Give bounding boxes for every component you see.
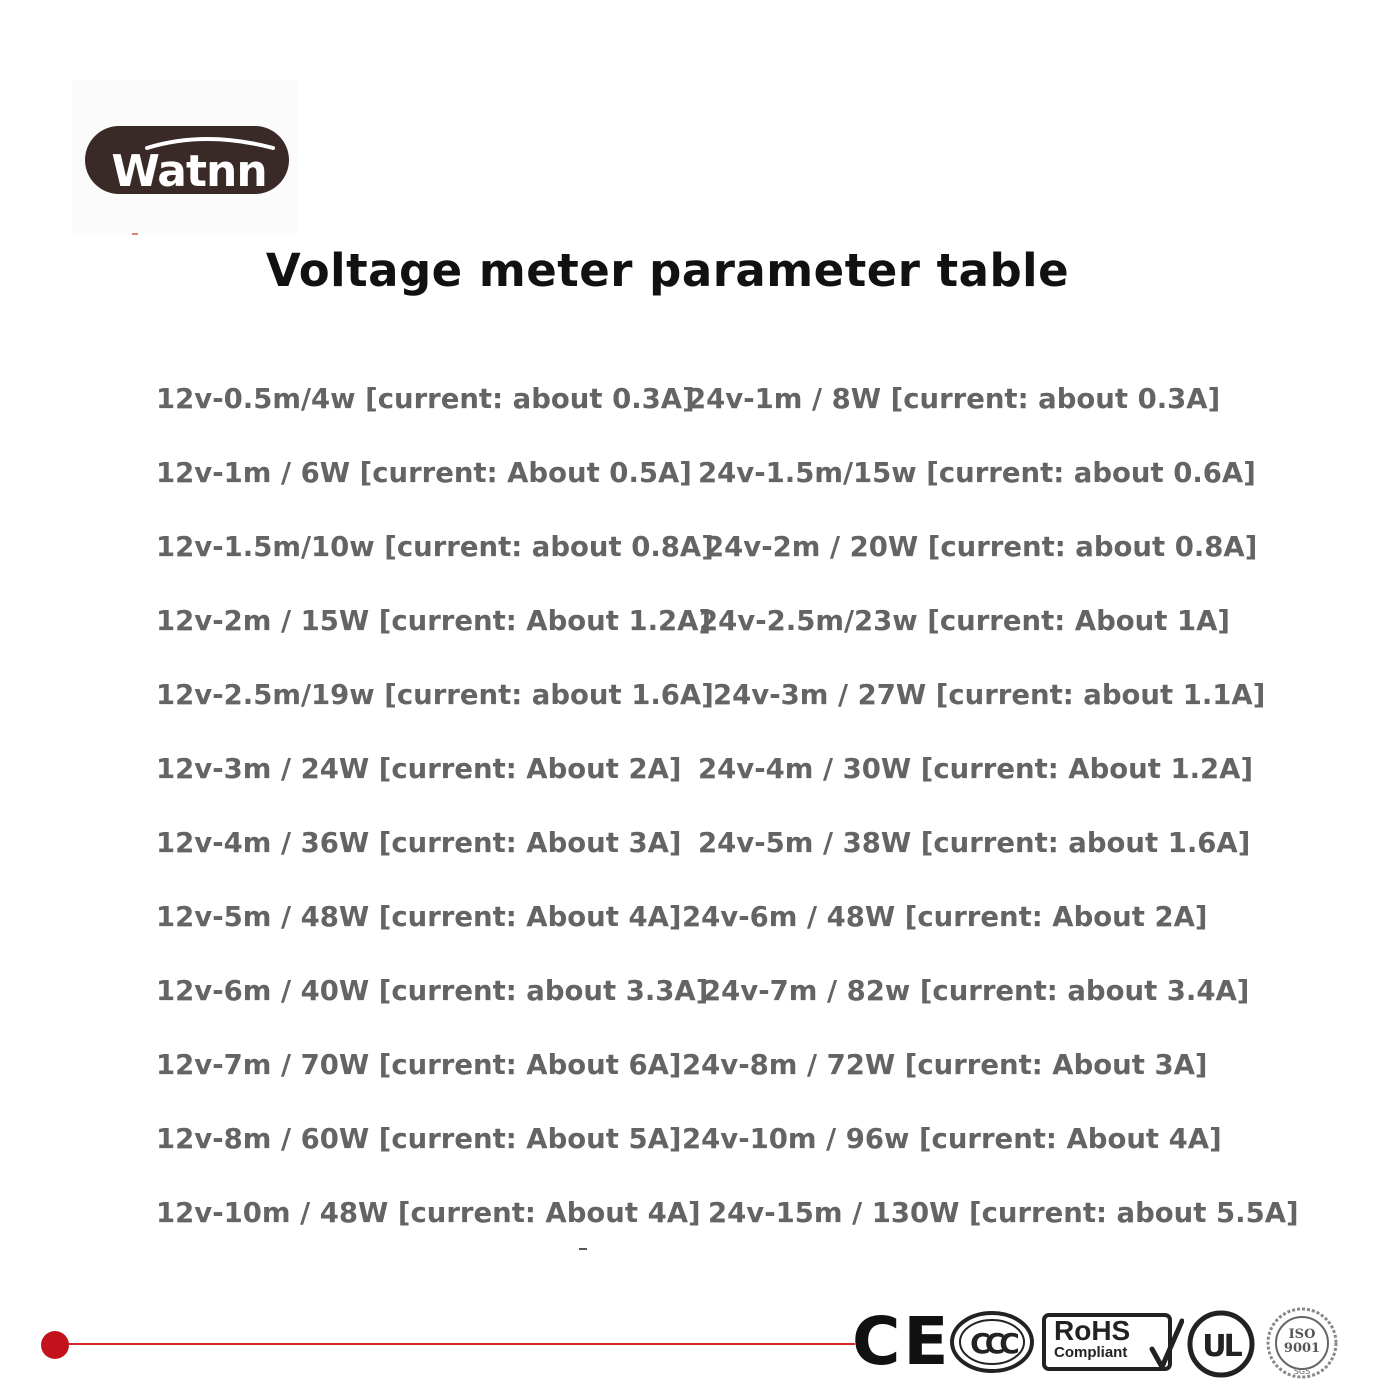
iso-top-text: ISO xyxy=(1288,1327,1316,1342)
table-row xyxy=(156,457,1316,497)
table-row xyxy=(156,1123,1316,1163)
table-row xyxy=(156,753,1316,793)
certification-strip xyxy=(852,1295,1352,1395)
table-row xyxy=(156,827,1316,867)
stray-mark xyxy=(579,1248,587,1250)
row-24v-spec: 24v-2.5m/23w [current: About 1A] xyxy=(699,605,1230,637)
table-row xyxy=(156,383,1316,423)
row-12v-spec: 12v-4m / 36W [current: About 3A] xyxy=(156,827,682,859)
ul-text: UL xyxy=(1202,1329,1240,1364)
table-row xyxy=(156,1197,1316,1237)
table-row xyxy=(156,901,1316,941)
row-12v-spec: 12v-3m / 24W [current: About 2A] xyxy=(156,753,682,785)
brand-logo xyxy=(85,126,289,194)
row-24v-spec: 24v-15m / 130W [current: about 5.5A] xyxy=(708,1197,1299,1229)
row-12v-spec: 12v-2.5m/19w [current: about 1.6A] xyxy=(156,679,714,711)
row-12v-spec: 12v-5m / 48W [current: About 4A] xyxy=(156,901,682,933)
table-row xyxy=(156,1049,1316,1089)
iso-bottom-text: SGS xyxy=(1293,1367,1311,1376)
row-24v-spec: 24v-7m / 82w [current: about 3.4A] xyxy=(702,975,1250,1007)
row-12v-spec: 12v-10m / 48W [current: About 4A] xyxy=(156,1197,701,1229)
row-24v-spec: 24v-3m / 27W [current: about 1.1A] xyxy=(713,679,1266,711)
iso-9001-seal-icon xyxy=(1264,1305,1340,1381)
row-12v-spec: 12v-1.5m/10w [current: about 0.8A] xyxy=(156,531,714,563)
table-row xyxy=(156,975,1316,1015)
ccc-mark-icon xyxy=(948,1309,1036,1375)
page-title: Voltage meter parameter table xyxy=(265,244,1070,297)
iso-number-text: 9001 xyxy=(1283,1341,1321,1356)
table-row xyxy=(156,605,1316,645)
row-12v-spec: 12v-6m / 40W [current: about 3.3A] xyxy=(156,975,709,1007)
footer-dot xyxy=(41,1331,69,1359)
brand-logo-mark xyxy=(85,126,289,194)
row-24v-spec: 24v-1m / 8W [current: about 0.3A] xyxy=(687,383,1221,415)
row-12v-spec: 12v-0.5m/4w [current: about 0.3A] xyxy=(156,383,695,415)
rohs-title: RoHS xyxy=(1054,1315,1131,1346)
ce-mark-icon: CE xyxy=(852,1303,952,1380)
logo-word: Watnn xyxy=(111,146,267,194)
table-row xyxy=(156,531,1316,571)
row-12v-spec: 12v-2m / 15W [current: About 1.2A] xyxy=(156,605,712,637)
rohs-subtitle: Compliant xyxy=(1054,1344,1128,1361)
row-24v-spec: 24v-2m / 20W [current: about 0.8A] xyxy=(705,531,1258,563)
ccc-text: CCC xyxy=(970,1327,1014,1360)
table-row xyxy=(156,679,1316,719)
footer-divider xyxy=(55,1343,855,1345)
row-24v-spec: 24v-8m / 72W [current: About 3A] xyxy=(682,1049,1208,1081)
row-12v-spec: 12v-7m / 70W [current: About 6A] xyxy=(156,1049,682,1081)
row-12v-spec: 12v-8m / 60W [current: About 5A] xyxy=(156,1123,682,1155)
checkmark-icon xyxy=(1148,1315,1184,1375)
row-24v-spec: 24v-4m / 30W [current: About 1.2A] xyxy=(698,753,1254,785)
ul-mark-icon xyxy=(1186,1309,1256,1379)
stray-mark xyxy=(132,233,138,235)
row-24v-spec: 24v-1.5m/15w [current: about 0.6A] xyxy=(698,457,1256,489)
row-24v-spec: 24v-10m / 96w [current: About 4A] xyxy=(682,1123,1222,1155)
row-24v-spec: 24v-6m / 48W [current: About 2A] xyxy=(682,901,1208,933)
row-12v-spec: 12v-1m / 6W [current: About 0.5A] xyxy=(156,457,692,489)
row-24v-spec: 24v-5m / 38W [current: about 1.6A] xyxy=(698,827,1251,859)
